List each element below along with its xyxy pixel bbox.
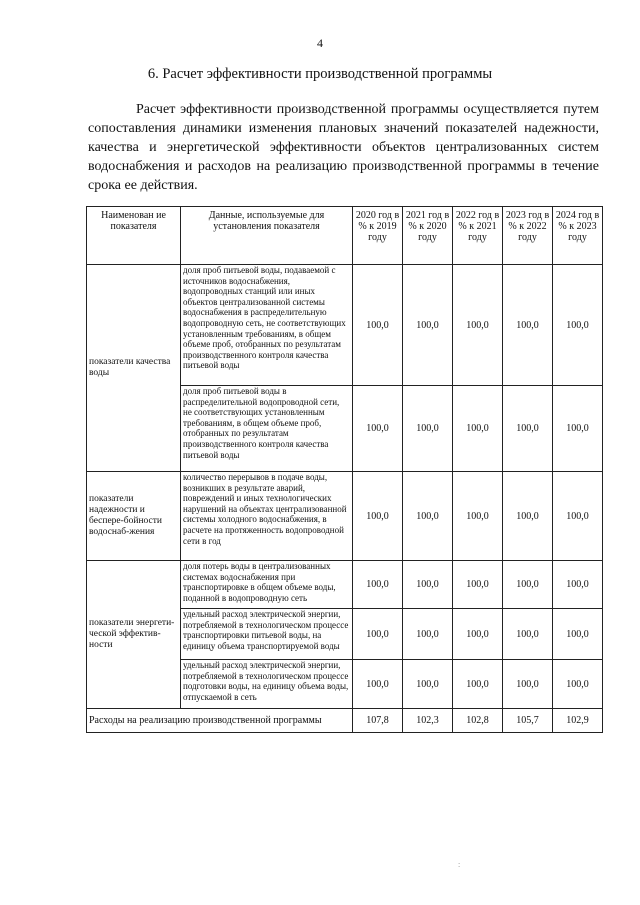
value-cell: 100,0 — [503, 561, 553, 609]
value-cell: 100,0 — [503, 472, 553, 561]
row-description: удельный расход электрической энергии, потребляемой в технологическом процессе подготовки воды, на единицу объема воды, отпускаемой в сеть — [181, 660, 353, 709]
value-cell: 100,0 — [503, 265, 553, 386]
value-cell: 100,0 — [353, 265, 403, 386]
group-water-quality: показатели качества воды — [87, 265, 181, 472]
header-year-2020: 2020 год в % к 2019 году — [353, 207, 403, 265]
table-row — [87, 472, 603, 561]
value-cell: 100,0 — [453, 561, 503, 609]
row-description: доля потерь воды в централизованных системах водоснабжения при транспортировке в общем объеме воды, поданной в водопроводную сеть — [181, 561, 353, 609]
total-value-cell: 107,8 — [353, 709, 403, 733]
total-row — [87, 709, 603, 733]
header-year-2023: 2023 год в % к 2022 году — [503, 207, 553, 265]
total-value-cell: 102,9 — [553, 709, 603, 733]
total-value-cell: 102,3 — [403, 709, 453, 733]
section-title: 6. Расчет эффективности производственной программы — [147, 66, 493, 82]
value-cell: 100,0 — [553, 386, 603, 472]
scan-mark: : — [458, 860, 461, 869]
value-cell: 100,0 — [503, 660, 553, 709]
value-cell: 100,0 — [503, 609, 553, 660]
total-value-cell: 102,8 — [453, 709, 503, 733]
value-cell: 100,0 — [453, 472, 503, 561]
value-cell: 100,0 — [403, 609, 453, 660]
row-description: доля проб питьевой воды, подаваемой с источников водоснабжения, водопроводных станций или иных объектов централизованной системы водоснабжения в распределительную водопроводную сеть, не соответствующих установленным требованиям, в общем объеме проб, отобранных по результатам производственного контроля качества питьевой воды — [181, 265, 353, 386]
value-cell: 100,0 — [553, 472, 603, 561]
total-value-cell: 105,7 — [503, 709, 553, 733]
efficiency-table — [86, 206, 603, 733]
table-row — [87, 561, 603, 609]
value-cell: 100,0 — [353, 660, 403, 709]
value-cell: 100,0 — [403, 660, 453, 709]
row-description: удельный расход электрической энергии, потребляемой в технологическом процессе транспортировки питьевой воды, на единицу объема транспортируемой воды — [181, 609, 353, 660]
value-cell: 100,0 — [503, 386, 553, 472]
page-number: 4 — [317, 36, 323, 50]
value-cell: 100,0 — [453, 386, 503, 472]
value-cell: 100,0 — [553, 609, 603, 660]
value-cell: 100,0 — [403, 561, 453, 609]
value-cell: 100,0 — [353, 386, 403, 472]
value-cell: 100,0 — [353, 609, 403, 660]
value-cell: 100,0 — [403, 386, 453, 472]
group-reliability: показатели надежности и беспере-бойности водоснаб-жения — [87, 472, 181, 561]
value-cell: 100,0 — [453, 265, 503, 386]
value-cell: 100,0 — [553, 660, 603, 709]
value-cell: 100,0 — [353, 561, 403, 609]
value-cell: 100,0 — [553, 561, 603, 609]
value-cell: 100,0 — [553, 265, 603, 386]
value-cell: 100,0 — [453, 660, 503, 709]
row-description: количество перерывов в подаче воды, возникших в результате аварий, повреждений и иных технологических нарушений на объектах централизованной системы холодного водоснабжения, в расчете на протяженность водопроводной сети в год — [181, 472, 353, 561]
group-energy-efficiency: показатели энергети-ческой эффектив-ности — [87, 561, 181, 709]
value-cell: 100,0 — [353, 472, 403, 561]
table-row — [87, 265, 603, 386]
value-cell: 100,0 — [403, 472, 453, 561]
header-year-2021: 2021 год в % к 2020 году — [403, 207, 453, 265]
value-cell: 100,0 — [453, 609, 503, 660]
row-description: доля проб питьевой воды в распределительной водопроводной сети, не соответствующих установленным требованиям, в общем объеме проб, отобранных по результатам производственного контроля качества питьевой воды — [181, 386, 353, 472]
total-label: Расходы на реализацию производственной программы — [87, 709, 353, 733]
header-year-2022: 2022 год в % к 2021 году — [453, 207, 503, 265]
intro-paragraph: Расчет эффективности производственной программы осуществляется путем сопоставления динамики изменения плановых значений показателей надежности, качества и энергетической эффективности объектов централизованных систем водоснабжения и расходов на реализацию производственной программы в течение срока ее действия. — [88, 102, 599, 193]
table-header-row — [87, 207, 603, 265]
header-data: Данные, используемые для установления показателя — [181, 207, 353, 265]
value-cell: 100,0 — [403, 265, 453, 386]
header-year-2024: 2024 год в % к 2023 году — [553, 207, 603, 265]
header-indicator: Наименован ие показателя — [87, 207, 181, 265]
